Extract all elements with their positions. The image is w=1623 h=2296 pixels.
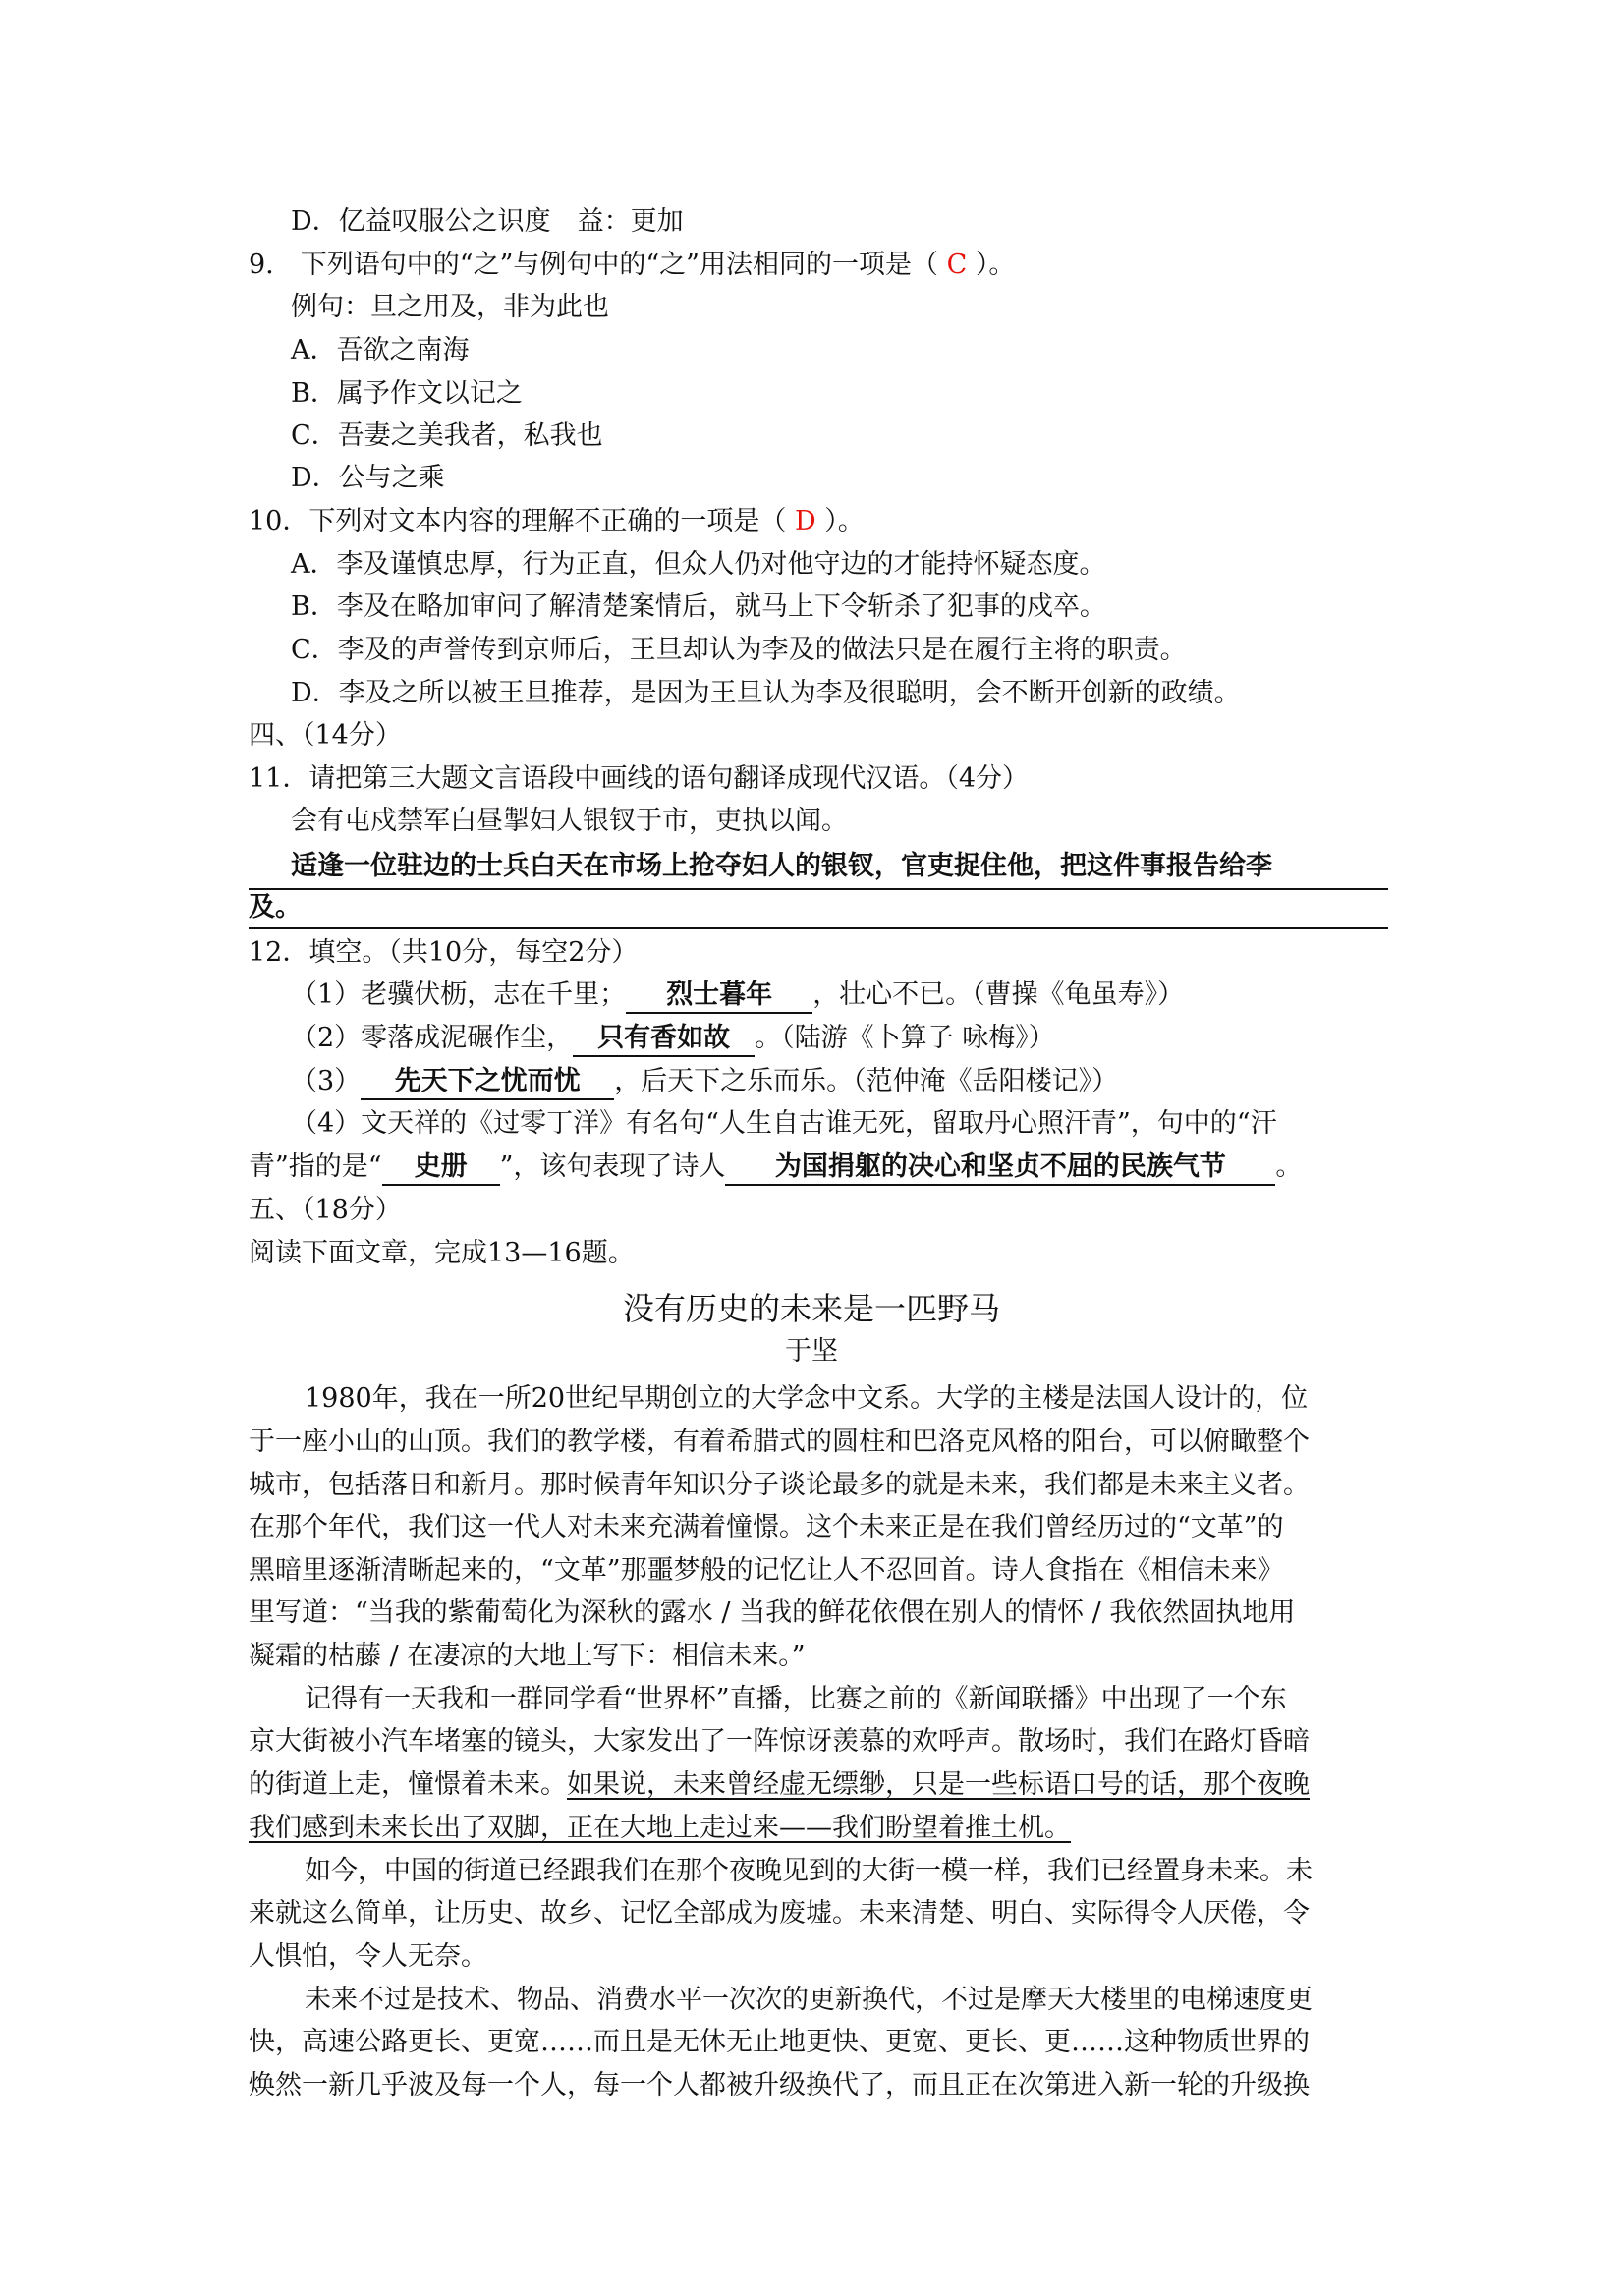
q12-item4-mid: ”，该句表现了诗人 <box>499 1151 726 1182</box>
q11-stem: 11．请把第三大题文言语段中画线的语句翻译成现代汉语。（4分） <box>249 763 1030 794</box>
q9-option-c: C．吾妻之美我者，私我也 <box>291 420 603 451</box>
q9-option-a: A．吾欲之南海 <box>291 335 470 365</box>
q10-option-b: B．李及在略加审问了解清楚案情后，就马上下令斩杀了犯事的戍卒。 <box>291 591 1106 622</box>
p2-underlined-sentence-b: 我们感到未来长出了双脚，正在大地上走过来——我们盼望着推土机。 <box>249 1813 1071 1843</box>
p4-line2: 快，高速公路更长、更宽……而且是无休无止地更快、更宽、更长、更……这种物质世界的 <box>249 2027 1310 2057</box>
p2-line3-plain: 的街道上走，憧憬着未来。 <box>249 1769 567 1800</box>
q12-item1 <box>291 976 1184 1015</box>
article-author: 于坚 <box>785 1336 838 1367</box>
article-title: 没有历史的未来是一匹野马 <box>622 1290 1000 1327</box>
q12-item4-line1: （4）文天祥的《过零丁洋》有名句“人生自古谁无死，留取丹心照汗青”，句中的“汗 <box>291 1108 1277 1139</box>
p4-line1: 未来不过是技术、物品、消费水平一次次的更新换代，不过是摩天大楼里的电梯速度更 <box>305 1985 1313 2015</box>
section4-heading: 四、（14分） <box>249 720 402 751</box>
q12-item2-pre: （2）零落成泥碾作尘， <box>291 1023 574 1053</box>
p2-underlined-sentence-a: 如果说，未来曾经虚无缥缈，只是一些标语口号的话，那个夜晚 <box>567 1769 1310 1800</box>
section5-instruction: 阅读下面文章，完成13—16题。 <box>249 1238 635 1268</box>
p2-line1: 记得有一天我和一群同学看“世界杯”直播，比赛之前的《新闻联播》中出现了一个东 <box>305 1684 1287 1714</box>
p1-line7: 凝霜的枯藤 / 在凄凉的大地上写下：相信未来。” <box>249 1641 806 1671</box>
answer-rule-1 <box>249 888 1388 890</box>
p2-line4 <box>249 1809 1071 1848</box>
q12-item4-pre: 青”指的是“ <box>249 1151 382 1182</box>
q9-stem <box>249 246 1015 285</box>
q8-option-d: D．亿益叹服公之识度 益：更加 <box>291 206 684 237</box>
q11-answer-line2: 及。 <box>249 892 302 923</box>
q12-item3-pre: （3） <box>291 1066 362 1096</box>
q12-item3-post: ，后天下之乐而乐。（范仲淹《岳阳楼记》） <box>614 1066 1119 1096</box>
p3-line3: 人惧怕，令人无奈。 <box>249 1941 487 1972</box>
p1-line3: 城市，包括落日和新月。那时候青年知识分子谈论最多的就是未来，我们都是未来主义者。 <box>249 1470 1310 1500</box>
p1-line1: 1980年，我在一所20世纪早期创立的大学念中文系。大学的主楼是法国人设计的，位 <box>305 1383 1309 1414</box>
p3-line2: 来就这么简单，让历史、故乡、记忆全部成为废墟。未来清楚、明白、实际得令人厌倦，令 <box>249 1898 1310 1929</box>
q9-stem-text: 9. 下列语句中的“之”与例句中的“之”用法相同的一项是（ <box>249 250 938 280</box>
q12-item3-answer: 先天下之忧而忧 <box>361 1065 614 1100</box>
q12-item1-post: ，壮心不已。（曹操《龟虽寿》） <box>812 980 1185 1010</box>
q12-item4-answer2: 为国捐躯的决心和坚贞不屈的民族气节 <box>725 1150 1275 1186</box>
q12-item1-pre: （1）老骥伏枥，志在千里； <box>291 980 627 1010</box>
q12-item4-answer1: 史册 <box>382 1150 500 1186</box>
p4-line3: 焕然一新几乎波及每一个人，每一个人都被升级换代了，而且正在次第进入新一轮的升级换 <box>249 2070 1310 2100</box>
q12-stem: 12．填空。（共10分，每空2分） <box>249 937 639 968</box>
p1-line5: 黑暗里逐渐清晰起来的，“文革”那噩梦般的记忆让人不忍回首。诗人食指在《相信未来》 <box>249 1555 1284 1586</box>
q12-item2-answer: 只有香如故 <box>573 1022 755 1057</box>
p3-line1: 如今，中国的街道已经跟我们在那个夜晚见到的大街一模一样，我们已经置身未来。未 <box>305 1856 1313 1886</box>
q11-answer-line1: 适逢一位驻边的士兵白天在市场上抢夺妇人的银钗，官吏捉住他，把这件事报告给李 <box>291 851 1272 881</box>
q12-item3 <box>291 1062 1118 1101</box>
section5-heading: 五、（18分） <box>249 1195 402 1225</box>
q9-stem-end: ）。 <box>975 250 1016 280</box>
q12-item1-answer: 烈士暮年 <box>626 979 812 1014</box>
q12-item4-line2 <box>249 1148 1302 1187</box>
q10-stem-end: ）。 <box>824 506 865 536</box>
q9-option-b: B．属予作文以记之 <box>291 378 523 409</box>
p1-line2: 于一座小山的山顶。我们的教学楼，有着希腊式的圆柱和巴洛克风格的阳台，可以俯瞰整个 <box>249 1427 1310 1457</box>
p1-line6: 里写道：“当我的紫葡萄化为深秋的露水 / 当我的鲜花依偎在别人的情怀 / 我依然固执地用 <box>249 1597 1296 1628</box>
q9-option-d: D．公与之乘 <box>291 463 445 493</box>
p2-line3 <box>249 1765 1310 1805</box>
q10-stem-text: 10．下列对文本内容的理解不正确的一项是（ <box>249 506 787 536</box>
q9-example: 例句：旦之用及，非为此也 <box>291 292 609 322</box>
q12-item2 <box>291 1019 1055 1058</box>
p2-line2: 京大街被小汽车堵塞的镜头，大家发出了一阵惊讶羡慕的欢呼声。散场时，我们在路灯昏暗 <box>249 1726 1310 1757</box>
q9-answer: C <box>946 250 968 280</box>
q10-stem <box>249 502 865 541</box>
q10-option-d: D．李及之所以被王旦推荐，是因为王旦认为李及很聪明，会不断开创新的政绩。 <box>291 678 1241 708</box>
answer-rule-2 <box>249 927 1388 929</box>
q11-sentence: 会有屯戍禁军白昼掣妇人银钗于市，吏执以闻。 <box>291 806 848 836</box>
q10-option-a: A．李及谨慎忠厚，行为正直，但众人仍对他守边的才能持怀疑态度。 <box>291 549 1106 580</box>
p1-line4: 在那个年代，我们这一代人对未来充满着憧憬。这个未来正是在我们曾经历过的“文革”的 <box>249 1512 1284 1542</box>
q12-item2-post: 。（陆游《卜算子 咏梅》） <box>755 1023 1055 1053</box>
q10-answer: D <box>794 506 816 536</box>
q10-option-c: C．李及的声誉传到京师后，王旦却认为李及的做法只是在履行主将的职责。 <box>291 635 1187 665</box>
q12-item4-post: 。 <box>1275 1151 1303 1182</box>
